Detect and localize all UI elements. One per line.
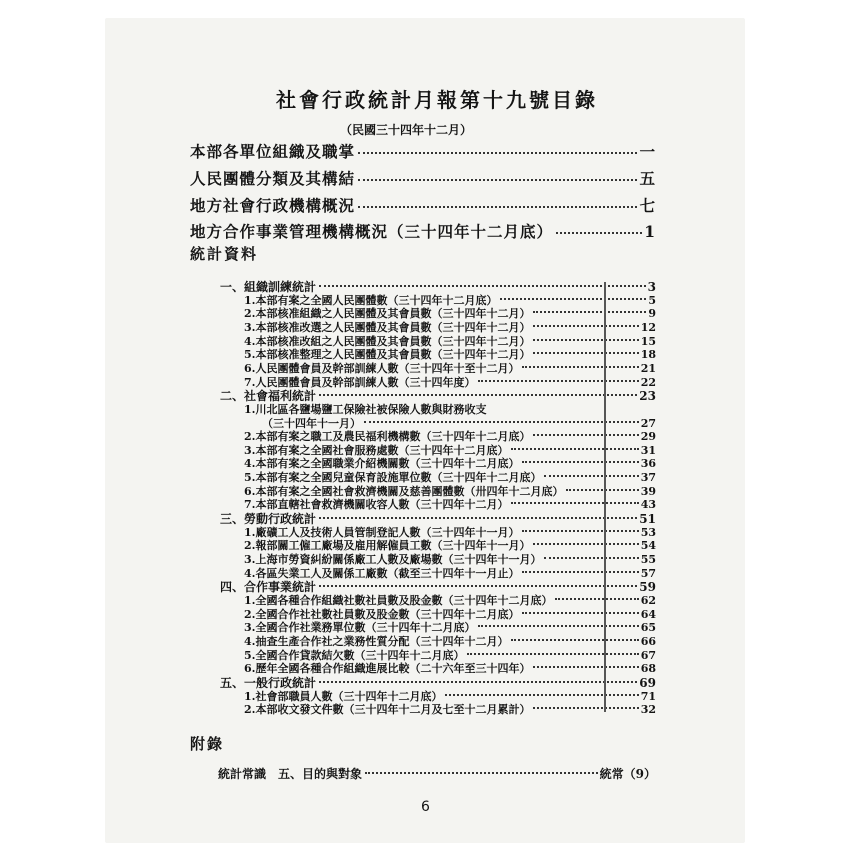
list-item-page: 55 [640,553,656,566]
appendix-entry-page: 統常（9） [599,767,656,781]
leader-dots [319,517,637,519]
list-item-page: 21 [640,361,656,375]
section-heading-label: 三、勞動行政統計 [220,512,317,527]
main-entry-label: 本部各單位組織及職掌 [190,142,356,161]
list-item[interactable] [244,701,656,717]
list-item-label: 1.社會部職員人數（三十四年十二月底） [244,689,443,703]
leader-dots [364,421,639,423]
main-entry[interactable] [190,220,656,242]
main-entry-page: 七 [639,196,656,215]
list-item-label: 1.本部有案之全國人民團體數（三十四年十二月底） [244,293,498,307]
list-item-label: 3.本部核准改選之人民團體及其會員數（三十四年十二月） [244,320,531,334]
leader-dots [511,502,638,504]
leader-dots [478,625,638,627]
list-item-label: 6.歷年全國各種合作組織進展比較（二十六年至三十四年） [244,662,531,676]
list-item-page: 39 [640,484,656,498]
list-item-label: 2.報部關工僱工廠場及雇用解僱員工數（三十四年十一月） [244,539,531,553]
list-item-label: 5.全國合作貸款結欠數（三十四年十二月底） [244,648,465,662]
leader-dots [522,612,638,614]
list-item-page: 65 [640,621,656,635]
leader-dots [533,352,638,354]
leader-dots [319,394,637,396]
list-item-page: 15 [640,334,656,348]
section-heading-label: 四、合作事業統計 [220,580,317,595]
list-item-label: 4.本部有案之全國職業介紹機關數（三十四年十二月底） [244,457,520,471]
document-subtitle: （民國三十四年十二月） [340,123,473,137]
document-title: 社會行政統計月報第十九號目錄 [276,88,598,112]
leader-dots [555,598,638,600]
list-item-page: 36 [640,457,656,471]
list-item-page: 66 [640,634,656,648]
leader-dots [533,543,638,545]
list-item-page: 29 [640,430,656,444]
leader-dots [533,325,638,327]
leader-dots [358,206,637,208]
statistics-heading: 統計資料 [190,245,259,263]
appendix-entry-label: 統計常識 五、目的與對象 [218,767,363,781]
list-item-label: 1.全國各種合作組織社數社員數及股金數（三十四年十二月底） [244,593,553,607]
main-entry-page: 一 [639,142,656,161]
leader-dots [566,489,638,491]
leader-dots [556,232,642,234]
leader-dots [500,298,646,300]
leader-dots [533,434,638,436]
main-entry-label: 人民團體分類及其構結 [190,169,356,188]
section-heading-page: 51 [639,512,656,527]
list-item-page: 27 [640,416,656,430]
list-item-label: 4.抽查生產合作社之業務性質分配（三十四年十二月） [244,634,509,648]
list-item-label: 5.本部有案之全國兒童保育設施單位數（三十四年十二月底） [244,471,542,485]
leader-dots [511,448,638,450]
section-heading-label: 五、一般行政統計 [220,675,317,690]
leader-dots [522,530,638,532]
list-item-label: 2.全國合作社社數社員數及股金數（三十四年十二月底） [244,607,520,621]
leader-dots [445,694,638,696]
list-item-page: 54 [640,539,656,553]
section-heading-page: 69 [639,675,656,690]
main-entry-page: 五 [639,169,656,188]
list-item-label: 4.各區失業工人及關係工廠數（截至三十四年十一月止） [244,566,520,580]
leader-dots [478,380,638,382]
leader-dots [319,585,637,587]
section-heading-page: 3 [647,280,656,294]
list-item-page: 32 [640,703,656,717]
list-item-page: 18 [640,348,656,362]
list-item-label: 7.人民團體會員及幹部訓練人數（三十四年度） [244,375,476,389]
list-item-label: 2.本部有案之職工及農民福利機構數（三十四年十二月底） [244,430,531,444]
leader-dots [533,339,638,341]
list-item-page: 5 [648,293,656,307]
list-item-label: 5.本部核准整理之人民團體及其會員數（三十四年十二月） [244,348,531,362]
list-item-label: 2.本部收文發文件數（三十四年十二月及七至十二月累計） [244,703,531,717]
list-item-label: 6.人民團體會員及幹部訓練人數（三十四年十至十二月） [244,361,520,375]
page-number: 6 [421,799,430,815]
list-item-label: （三十四年十一月） [262,416,361,430]
list-item-label: 2.本部核准組織之人民團體及其會員數（三十四年十二月） [244,307,531,321]
list-item-label: 6.本部有案之全國社會救濟機關及慈善團體數（卅四年十二月底） [244,484,564,498]
bracket-line [604,282,606,712]
list-item-label: 4.本部核准改組之人民團體及其會員數（三十四年十二月） [244,334,531,348]
list-item-page: 68 [640,662,656,676]
list-item-label: 1.川北區各鹽場鹽工保險社被保險人數與財務收支 [244,402,487,416]
main-entry-label: 地方合作事業管理機構概況（三十四年十二月底） [190,222,554,241]
main-entry[interactable] [190,140,656,162]
list-item-label: 3.全國合作社業務單位數（三十四年十二月底） [244,621,476,635]
list-item-page: 22 [640,375,656,389]
leader-dots [358,152,637,154]
list-item-label: 7.本部直轄社會救濟機關收容人數（三十四年十二月） [244,498,509,512]
list-item-page: 12 [640,320,656,334]
leader-dots [365,772,598,774]
list-item-page: 57 [640,566,656,580]
list-item-label: 3.本部有案之全國社會服務處數（三十四年十二月底） [244,443,509,457]
leader-dots [522,571,638,573]
section-heading-label: 二、社會福利統計 [220,389,317,404]
appendix-entry[interactable] [218,765,656,782]
list-item-page: 37 [640,471,656,485]
leader-dots [533,311,646,313]
leader-dots [522,461,638,463]
list-item-page: 64 [640,607,656,621]
section-heading-page: 59 [639,580,656,595]
list-item-page: 31 [640,443,656,457]
section-heading-page: 23 [639,389,656,404]
main-entry[interactable] [190,194,656,216]
leader-dots [319,681,637,683]
section-heading-label: 一、組織訓練統計 [220,280,317,294]
leader-dots [533,707,638,709]
leader-dots [467,653,638,655]
list-item-page: 43 [640,498,656,512]
leader-dots [522,366,638,368]
leader-dots [533,666,638,668]
leader-dots [358,179,637,181]
list-item-page: 9 [648,307,656,321]
appendix-heading: 附錄 [190,735,225,753]
list-item-page: 53 [640,525,656,539]
list-item-page: 67 [640,648,656,662]
leader-dots [511,639,638,641]
main-entry[interactable] [190,167,656,189]
list-item-label: 1.廠礦工人及技術人員管制登記人數（三十四年十一月） [244,525,520,539]
main-entry-label: 地方社會行政機構概況 [190,196,356,215]
list-item-label: 3.上海市勞資糾紛關係廠工人數及廠場數（三十四年十一月） [244,553,542,566]
leader-dots [544,475,638,477]
main-entry-page: 1 [644,222,656,241]
leader-dots [319,285,646,287]
list-item-page: 71 [640,689,656,703]
list-item-page: 62 [640,593,656,607]
leader-dots [544,557,638,559]
